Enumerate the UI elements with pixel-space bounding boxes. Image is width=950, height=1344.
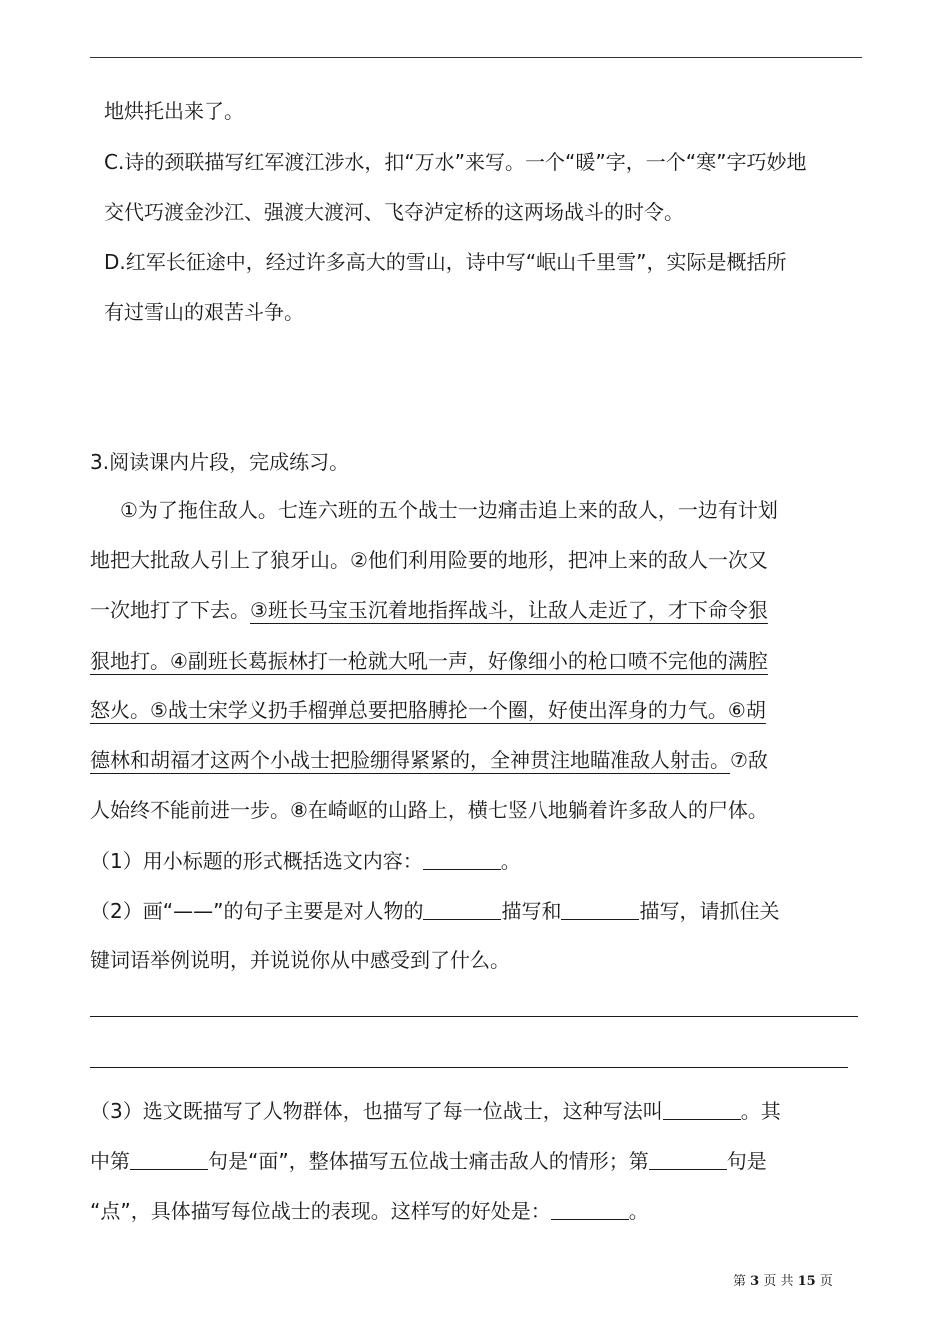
passage-line: 地把大批敌人引上了狼牙山。②他们利用险要的地形，把冲上来的敌人一次又	[90, 548, 768, 572]
passage-line: 人始终不能前进一步。⑧在崎岖的山路上，横七竖八地躺着许多敌人的尸体。	[90, 798, 768, 822]
answer-line[interactable]	[90, 1016, 858, 1017]
passage-line	[90, 597, 768, 623]
answer-blank[interactable]	[561, 897, 639, 920]
sub-question-2-part: 描写和	[501, 899, 562, 923]
passage-line	[90, 747, 768, 773]
sub-question-3	[90, 1097, 781, 1124]
option-d-line2: 有过雪山的艰苦斗争。	[104, 300, 304, 324]
sub-question-3-part: 句是	[726, 1149, 767, 1173]
passage-line: ①为了拖住敌人。七连六班的五个战士一边痛击追上来的敌人，一边有计划	[120, 498, 778, 522]
passage-plain: 一次地打了下去。	[90, 598, 250, 622]
answer-blank[interactable]	[649, 1147, 727, 1170]
answer-line[interactable]	[90, 1067, 848, 1068]
sub-question-3-part: 中第	[90, 1149, 130, 1173]
answer-blank[interactable]	[423, 847, 501, 870]
sub-question-2	[90, 897, 779, 924]
underlined-sentence: ③班长马宝玉沉着地指挥战斗，让敌人走近了，才下命令狠	[250, 598, 768, 622]
option-c-line1: C.诗的颈联描写红军渡江涉水，扣“万水”来写。一个“暖”字，一个“寒”字巧妙地	[104, 150, 807, 174]
header-rule	[90, 57, 862, 58]
sub-question-3-part: 句是“面”，整体描写五位战士痛击敌人的情形；第	[208, 1149, 649, 1173]
underlined-sentence: 怒火。⑤战士宋学义扔手榴弹总要把胳膊抡一个圈，好使出浑身的力气。⑥胡	[90, 698, 766, 722]
sub-question-2-part: 描写，请抓住关	[639, 899, 780, 923]
page-footer	[733, 1274, 833, 1290]
sub-question-3-line3	[90, 1197, 649, 1224]
footer-prefix: 第	[733, 1274, 747, 1289]
prev-text-line: 地烘托出来了。	[104, 99, 244, 123]
footer-mid: 页 共	[763, 1274, 794, 1289]
sub-question-3-line2	[90, 1147, 767, 1174]
sub-question-1	[90, 847, 521, 874]
sub-question-3-part: “点”，具体描写每位战士的表现。这样写的好处是：	[90, 1199, 551, 1223]
sub-question-1-end: 。	[500, 849, 521, 873]
sub-question-1-text: （1）用小标题的形式概括选文内容：	[90, 849, 423, 873]
option-c-line2: 交代巧渡金沙江、强渡大渡河、飞夺泸定桥的这两场战斗的时令。	[104, 200, 684, 224]
sub-question-3-part: 。	[628, 1199, 649, 1223]
answer-blank[interactable]	[130, 1147, 208, 1170]
footer-total-pages: 15	[797, 1274, 816, 1289]
sub-question-3-part: 。其	[740, 1099, 781, 1123]
footer-suffix: 页	[819, 1274, 833, 1289]
underlined-sentence: 德林和胡福才这两个小战士把脸绷得紧紧的，全神贯注地瞄准敌人射击。	[90, 748, 730, 772]
question-3-title: 3.阅读课内片段，完成练习。	[90, 450, 350, 474]
answer-blank[interactable]	[663, 1097, 741, 1120]
sub-question-3-part: （3）选文既描写了人物群体，也描写了每一位战士，这种写法叫	[90, 1099, 663, 1123]
underlined-sentence: 狠地打。④副班长葛振林打一枪就大吼一声，好像细小的枪口喷不完他的满腔	[90, 649, 768, 673]
answer-blank[interactable]	[551, 1197, 629, 1220]
passage-plain: ⑦敌	[730, 748, 768, 772]
sub-question-2-part: （2）画“——”的句子主要是对人物的	[90, 899, 424, 923]
sub-question-2-line2: 键词语举例说明，并说说你从中感受到了什么。	[90, 948, 510, 972]
footer-page-number: 3	[750, 1274, 760, 1289]
option-d-line1: D.红军长征途中，经过许多高大的雪山，诗中写“岷山千里雪”，实际是概括所	[104, 250, 787, 274]
answer-blank[interactable]	[423, 897, 501, 920]
